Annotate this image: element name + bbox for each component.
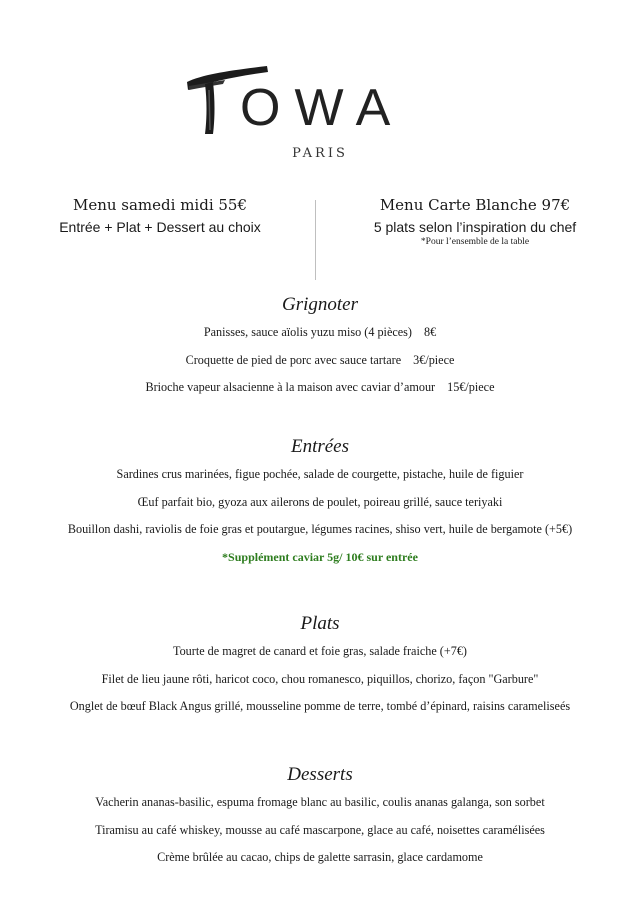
menu-item: Œuf parfait bio, gyoza aux ailerons de poulet, poireau grillé, sauce teriyaki (137, 494, 503, 509)
menu-item: Vacherin ananas-basilic, espuma fromage blanc au basilic, coulis ananas galanga, son sorbet (95, 795, 545, 809)
item-name: Brioche vapeur alsacienne à la maison avec caviar d’amour (145, 380, 436, 394)
menu-item: Sardines crus marinées, figue pochée, salade de courgette, pistache, huile de figuier (116, 467, 524, 481)
set-menus (0, 196, 640, 282)
menu-item: Crème brûlée au cacao, chips de galette sarrasin, glace cardamome (157, 850, 483, 864)
menu-item: Bouillon dashi, raviolis de foie gras et poutargue, légumes racines, shiso vert, huile de bergamote (+5€) (67, 522, 573, 536)
menu-title: Menu samedi midi 55€ (72, 196, 248, 214)
item-price: 15€/piece (447, 380, 495, 394)
item-name: Croquette de pied de porc avec sauce tartare (185, 352, 402, 367)
section-plats (0, 613, 640, 727)
menu-divider (315, 200, 316, 280)
menu-carte-blanche (340, 196, 610, 247)
section-entrees (0, 436, 640, 565)
section-title: Grignoter (282, 294, 358, 315)
section-title: Plats (300, 613, 340, 634)
menu-item: Onglet de bœuf Black Angus grillé, mousseline pomme de terre, tombé d’épinard, raisins carameliseés (69, 699, 571, 713)
menu-item (0, 353, 640, 381)
menu-item: Tourte de magret de canard et foie gras, salade fraiche (+7€) (173, 644, 467, 658)
logo-wordmark: OWA (240, 79, 405, 137)
section-grignoter (0, 294, 640, 408)
menu-description: Entrée + Plat + Dessert au choix (59, 219, 261, 235)
item-name: Panisses, sauce aïolis yuzu miso (4 pièces) (203, 325, 412, 339)
menu-item (0, 380, 640, 408)
item-price: 3€/piece (413, 352, 455, 367)
menu-item (0, 325, 640, 353)
menu-note: *Pour l’ensemble de la table (420, 237, 530, 247)
section-title: Entrées (290, 436, 350, 457)
menu-item: Tiramisu au café whiskey, mousse au café mascarpone, glace au café, noisettes caramélisées (95, 822, 545, 837)
restaurant-logo (0, 60, 640, 160)
section-desserts (0, 764, 640, 878)
supplement-note: *Supplément caviar 5g/ 10€ sur entrée (222, 549, 418, 564)
item-price: 8€ (423, 325, 437, 339)
menu-item: Filet de lieu jaune rôti, haricot coco, chou romanesco, piquillos, chorizo, façon "Garbure" (101, 671, 539, 686)
menu-description: 5 plats selon l’inspiration du chef (373, 219, 577, 235)
menu-title: Menu Carte Blanche 97€ (379, 196, 571, 214)
menu-samedi-midi (40, 196, 280, 235)
logo-city: PARIS (292, 146, 348, 161)
section-title: Desserts (287, 764, 353, 785)
